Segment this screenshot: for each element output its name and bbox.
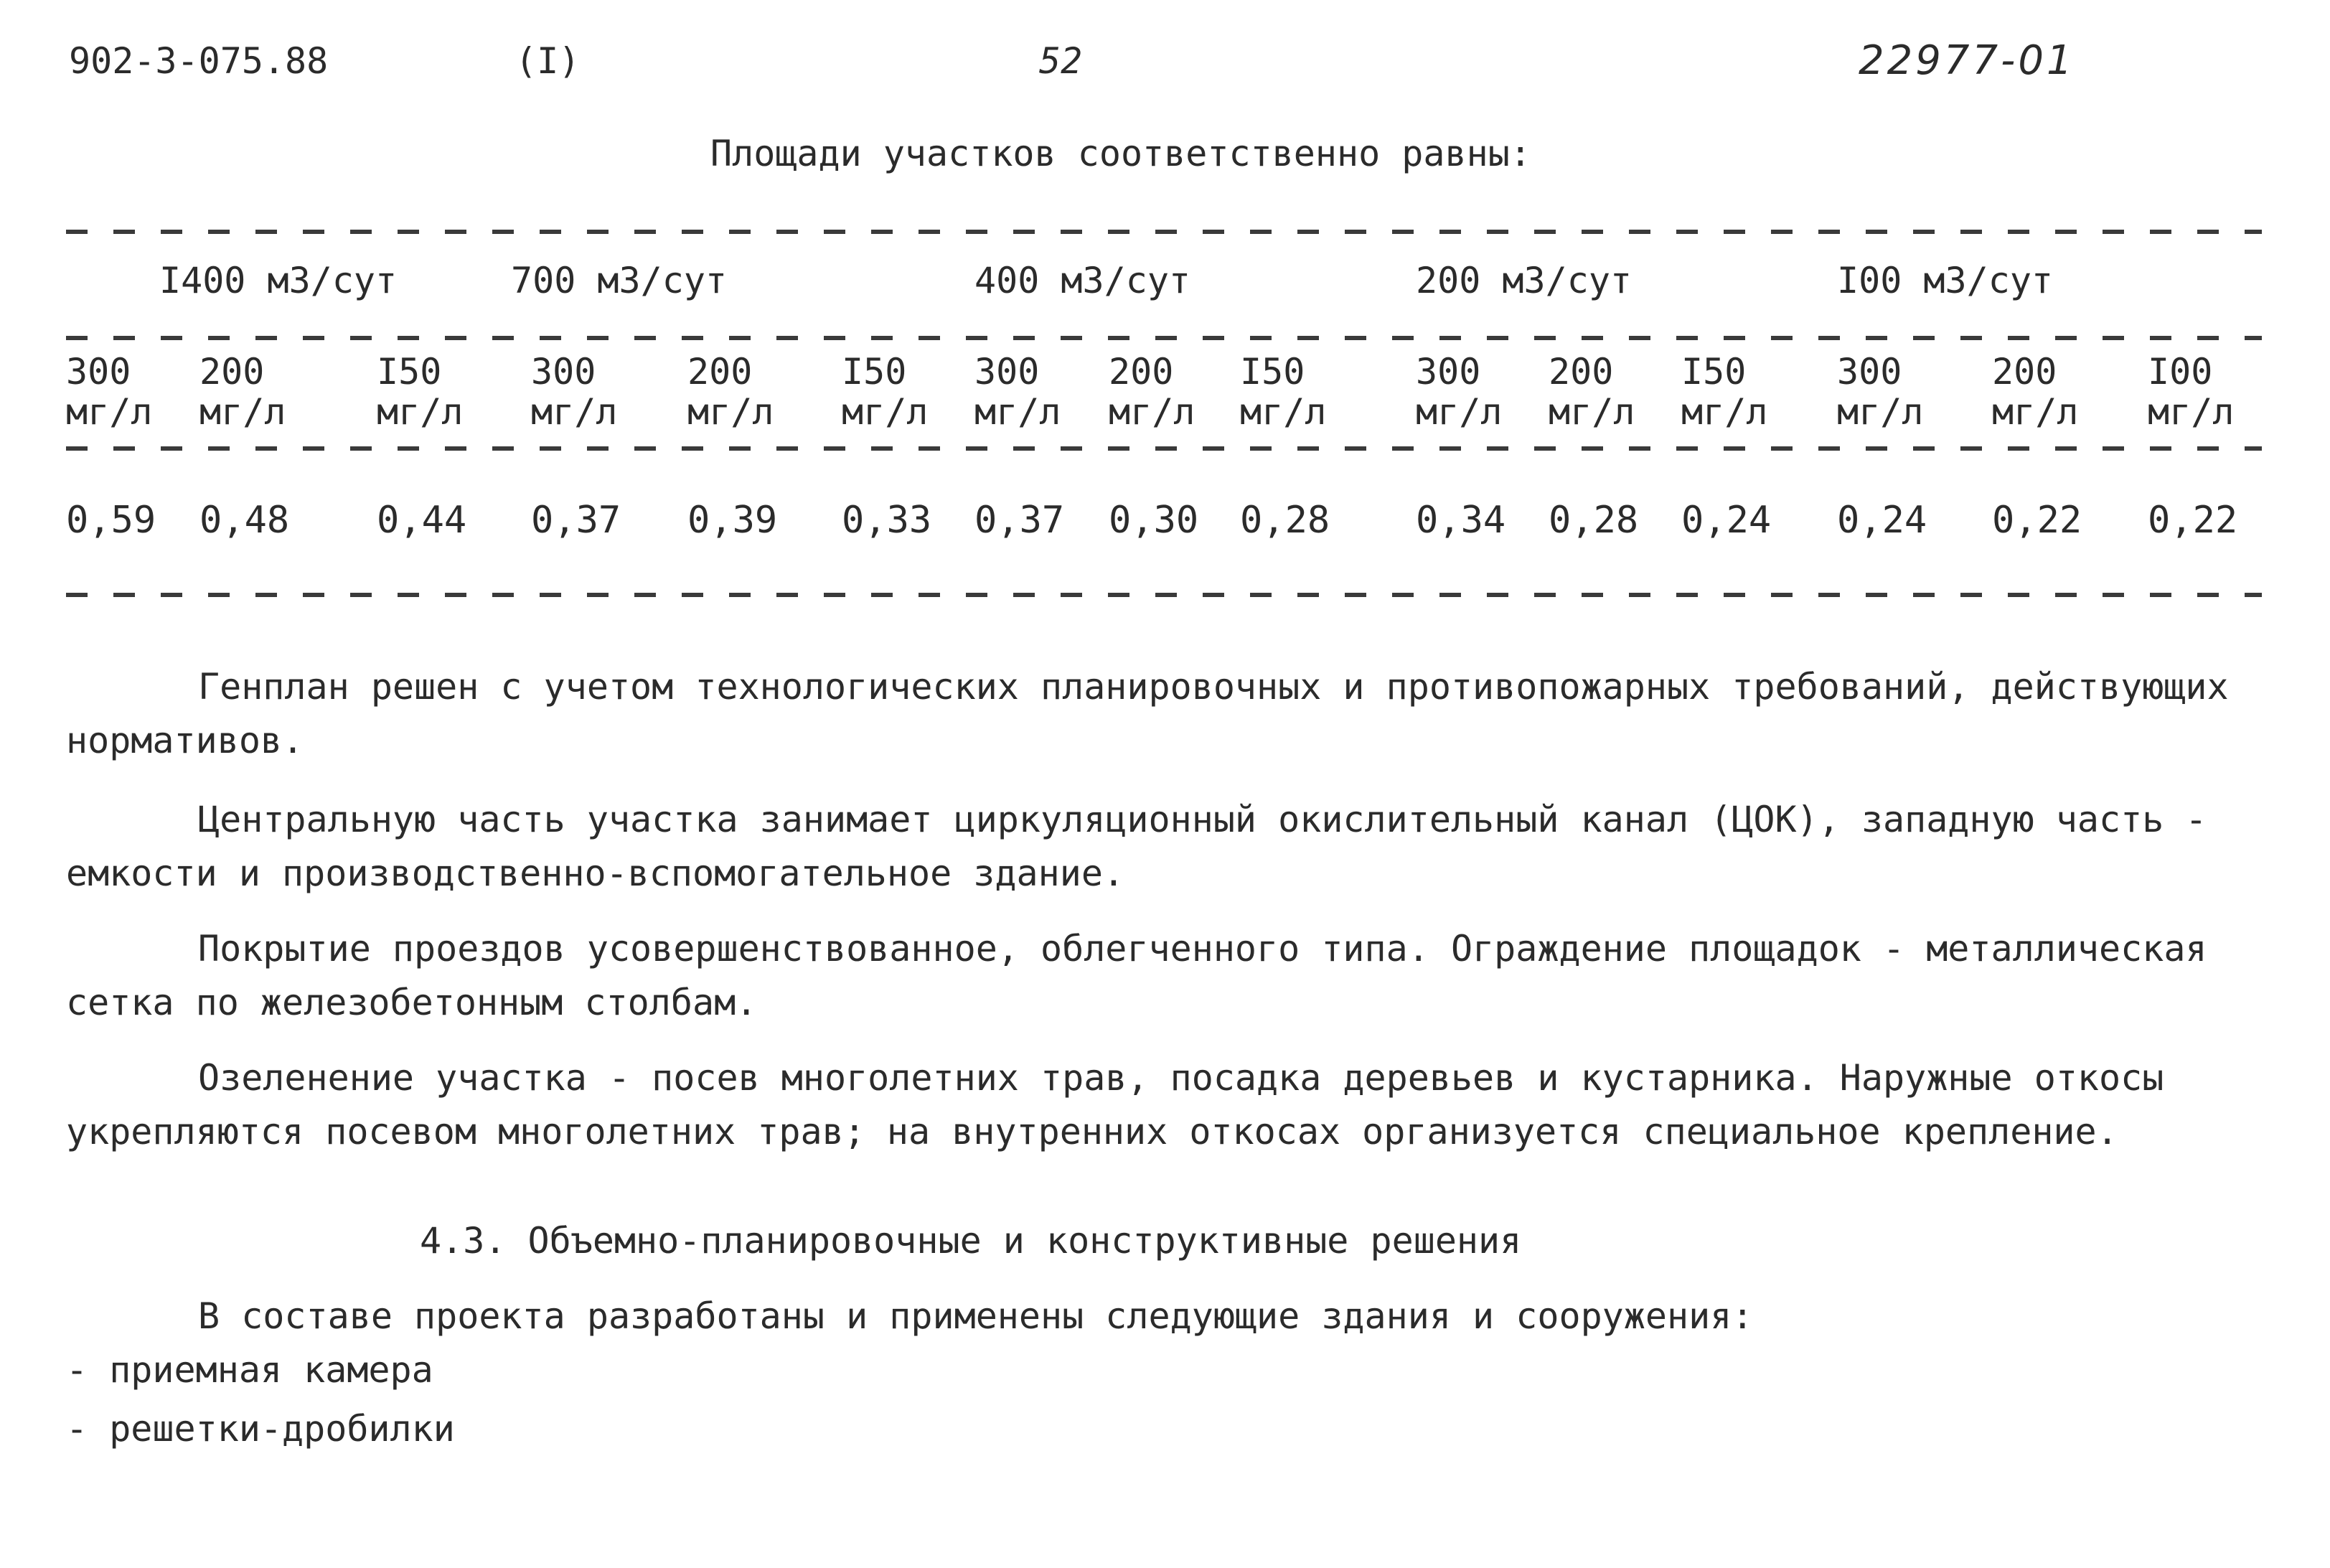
- table-cell: 0,39: [687, 499, 778, 542]
- column-header: I00 мг/л: [2148, 351, 2235, 433]
- table-rule-bottom: [66, 593, 2262, 597]
- column-header: 200 мг/л: [687, 351, 774, 433]
- column-header: I50 мг/л: [842, 351, 929, 433]
- table-cell: 0,28: [1549, 499, 1639, 542]
- table-cell: 0,24: [1837, 499, 1927, 542]
- column-header: 300 мг/л: [66, 351, 153, 433]
- table-rule-top: [66, 230, 2262, 234]
- table-cell: 0,22: [1992, 499, 2082, 542]
- paragraph-genplan: Генплан решен с учетом технологических планировочных и противопожарных требований, действующих нормативов.: [66, 666, 2229, 761]
- table-cell: 0,44: [377, 499, 467, 542]
- table-cell: 0,33: [842, 499, 932, 542]
- table-cell: 0,59: [66, 499, 156, 542]
- column-header: 200 мг/л: [1109, 351, 1195, 433]
- column-header: 300 мг/л: [531, 351, 618, 433]
- table-cell: 0,24: [1681, 499, 1772, 542]
- table-cell: 0,34: [1416, 499, 1506, 542]
- table-cell: 0,37: [531, 499, 621, 542]
- paragraph-central-part: Центральную часть участка занимает циркуляционный окислительный канал (ЦОК), западную часть - емкости и производственно-вспомогательное здание.: [66, 799, 2207, 894]
- group-header-1400: I400 м3/сут: [159, 260, 398, 301]
- column-header: I50 мг/л: [1240, 351, 1327, 433]
- paragraph-landscaping: Озеленение участка - посев многолетних трав, посадка деревьев и кустарника. Наружные откосы укрепляются посевом многолетних трав; на внутренних откосах организуется специальное крепление.: [66, 1057, 2164, 1152]
- table-cell: 0,28: [1240, 499, 1330, 542]
- page-number: 52: [1039, 40, 1083, 82]
- part-number: (I): [515, 40, 581, 82]
- inventory-number: 22977-01: [1859, 37, 2075, 84]
- group-header-200: 200 м3/сут: [1416, 260, 1633, 301]
- group-header-100: I00 м3/сут: [1837, 260, 2054, 301]
- paragraph-road-cover: Покрытие проездов усовершенствованное, облегченного типа. Ограждение площадок - металлическая сетка по железобетонным столбам.: [66, 928, 2207, 1023]
- column-header: 300 мг/л: [1837, 351, 1924, 433]
- group-header-400: 400 м3/сут: [974, 260, 1191, 301]
- list-item: - решетки-дробилки: [66, 1408, 455, 1450]
- list-item: - приемная камера: [66, 1349, 433, 1391]
- column-header: 300 мг/л: [974, 351, 1061, 433]
- column-header: 300 мг/л: [1416, 351, 1503, 433]
- section-heading: 4.3. Объемно-планировочные и конструктивные решения: [420, 1220, 1522, 1262]
- document-code: 902-3-075.88: [69, 40, 329, 82]
- table-cell: 0,37: [974, 499, 1065, 542]
- column-header: 200 мг/л: [1549, 351, 1635, 433]
- group-header-700: 700 м3/сут: [511, 260, 728, 301]
- column-header: I50 мг/л: [377, 351, 464, 433]
- table-cell: 0,48: [199, 499, 290, 542]
- table-cell: 0,30: [1109, 499, 1199, 542]
- column-header: 200 мг/л: [199, 351, 286, 433]
- table-rule-groups: [66, 336, 2262, 340]
- column-header: 200 мг/л: [1992, 351, 2079, 433]
- table-caption: Площади участков соответственно равны:: [710, 133, 1531, 174]
- table-rule-header: [66, 446, 2262, 451]
- table-cell: 0,22: [2148, 499, 2238, 542]
- section-intro: В составе проекта разработаны и применены следующие здания и сооружения:: [198, 1295, 1754, 1337]
- column-header: I50 мг/л: [1681, 351, 1768, 433]
